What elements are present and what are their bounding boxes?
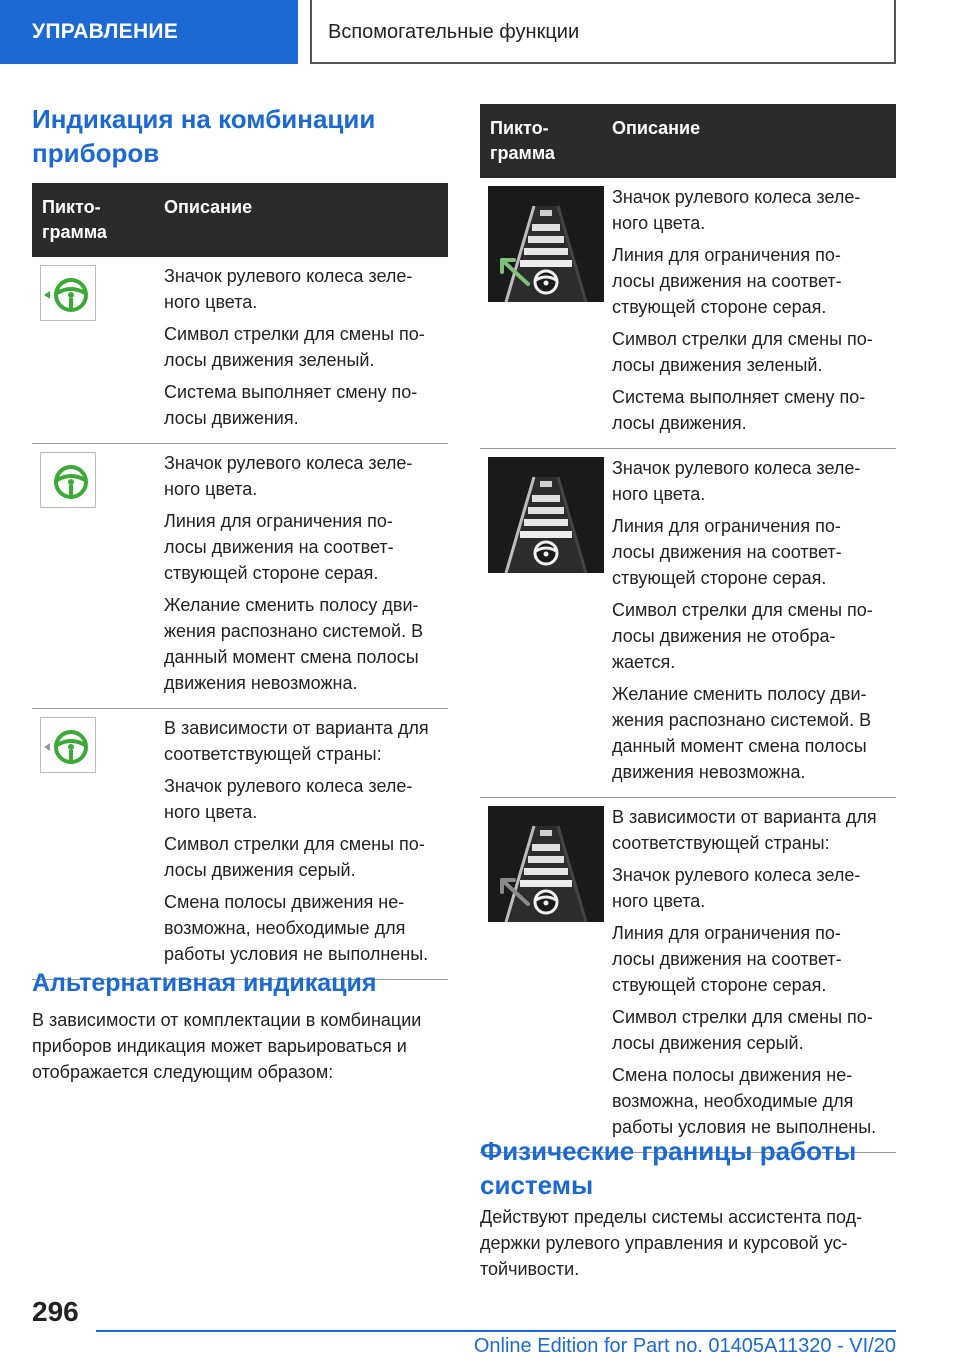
description-paragraph: Значок рулевого колеса зеле- ного цвета. (612, 187, 861, 233)
column-header-pictogram: Пикто- грамма (480, 104, 602, 178)
column-header-description: Описание (154, 183, 448, 257)
table-row (480, 449, 896, 798)
heading-line: приборов (32, 138, 160, 168)
description-cell (154, 709, 448, 980)
description-cell (154, 257, 448, 444)
chapter-title: Вспомогательные функции (310, 0, 896, 64)
column-header-description: Описание (602, 104, 896, 178)
description-paragraph: Система выполняет смену по- лосы движения. (612, 387, 866, 433)
description-paragraph: Желание сменить полосу дви- жения распознано системой. В данный момент смена полосы движения невозможна. (612, 684, 872, 782)
description-paragraph: Значок рулевого колеса зеле- ного цвета. (164, 776, 413, 822)
description-paragraph: Значок рулевого колеса зеле- ного цвета. (612, 458, 861, 504)
description-paragraph: Значок рулевого колеса зеле- ного цвета. (164, 266, 413, 312)
description-cell (602, 178, 896, 449)
description-paragraph: Линия для ограничения по- лосы движения на соответ- ствующей стороне серая. (164, 511, 394, 583)
heading-line: Физические границы работы (480, 1136, 857, 1166)
heading-line: Индикация на комбинации (32, 104, 376, 134)
description-paragraph: Желание сменить полосу дви- жения распознано системой. В данный момент смена полосы движения невозможна. (164, 595, 424, 693)
description-paragraph: Символ стрелки для смены по- лосы движения не отобра- жается. (612, 600, 873, 672)
table-row (32, 257, 448, 444)
description-paragraph: Значок рулевого колеса зеле- ного цвета. (164, 453, 413, 499)
pictogram-table-left (32, 183, 448, 980)
table-row (32, 444, 448, 709)
section-tab: УПРАВЛЕНИЕ (0, 0, 298, 64)
description-paragraph: В зависимости от варианта для соответствующей страны: (164, 718, 429, 764)
steering-wheel-green-icon (40, 452, 96, 515)
table-header-row (32, 183, 448, 257)
description-paragraph: Символ стрелки для смены по- лосы движения зеленый. (164, 324, 425, 370)
description-paragraph: Символ стрелки для смены по- лосы движения серый. (164, 834, 425, 880)
description-paragraph: Линия для ограничения по- лосы движения на соответ- ствующей стороне серая. (612, 923, 842, 995)
heading-line: системы (480, 1170, 594, 1200)
pictogram-cell (480, 449, 602, 798)
pictogram-cell (32, 709, 154, 980)
description-paragraph: Символ стрелки для смены по- лосы движения зеленый. (612, 329, 873, 375)
section-heading-alternative: Альтернативная индикация (32, 969, 377, 997)
column-header-pictogram: Пикто- грамма (32, 183, 154, 257)
description-paragraph: Смена полосы движения не- возможна, необходимые для работы условия не выполнены. (612, 1065, 877, 1137)
section-heading-limits (480, 1134, 900, 1202)
system-limits-text: Действуют пределы системы ассистента под- держки рулевого управления и курсовой ус- тойчивости. (480, 1207, 863, 1279)
table-row (32, 709, 448, 980)
pictogram-cell (32, 257, 154, 444)
page-header (0, 0, 960, 66)
description-paragraph: Линия для ограничения по- лосы движения на соответ- ствующей стороне серая. (612, 516, 842, 588)
steering-wheel-left-arrow-green-icon (40, 265, 96, 328)
lane-change-display-no-arrow-icon (488, 457, 604, 580)
description-cell (602, 798, 896, 1153)
table-row (480, 178, 896, 449)
lane-change-display-left-arrow-gray-icon (488, 806, 604, 929)
pictogram-cell (32, 444, 154, 709)
table-header-row (480, 104, 896, 178)
edition-footer: Online Edition for Part no. 01405A11320 - VI/20 (473, 1335, 896, 1357)
description-cell (154, 444, 448, 709)
description-cell (602, 449, 896, 798)
alternative-indication-text: В зависимости от комплектации в комбинации приборов индикация может варьироваться и отображается следующим образом: (32, 1010, 422, 1082)
steering-wheel-left-arrow-gray-icon (40, 717, 96, 780)
pictogram-table-right (480, 104, 896, 1153)
description-paragraph: Линия для ограничения по- лосы движения на соответ- ствующей стороне серая. (612, 245, 842, 317)
page-number: 296 (32, 1296, 79, 1327)
pictogram-cell (480, 798, 602, 1153)
description-paragraph: Значок рулевого колеса зеле- ного цвета. (612, 865, 861, 911)
section-heading-indication (32, 102, 452, 170)
description-paragraph: Система выполняет смену по- лосы движения. (164, 382, 418, 428)
pictogram-cell (480, 178, 602, 449)
description-paragraph: В зависимости от варианта для соответствующей страны: (612, 807, 877, 853)
lane-change-display-left-arrow-green-icon (488, 186, 604, 309)
table-row (480, 798, 896, 1153)
description-paragraph: Символ стрелки для смены по- лосы движения серый. (612, 1007, 873, 1053)
description-paragraph: Смена полосы движения не- возможна, необходимые для работы условия не выполнены. (164, 892, 429, 964)
